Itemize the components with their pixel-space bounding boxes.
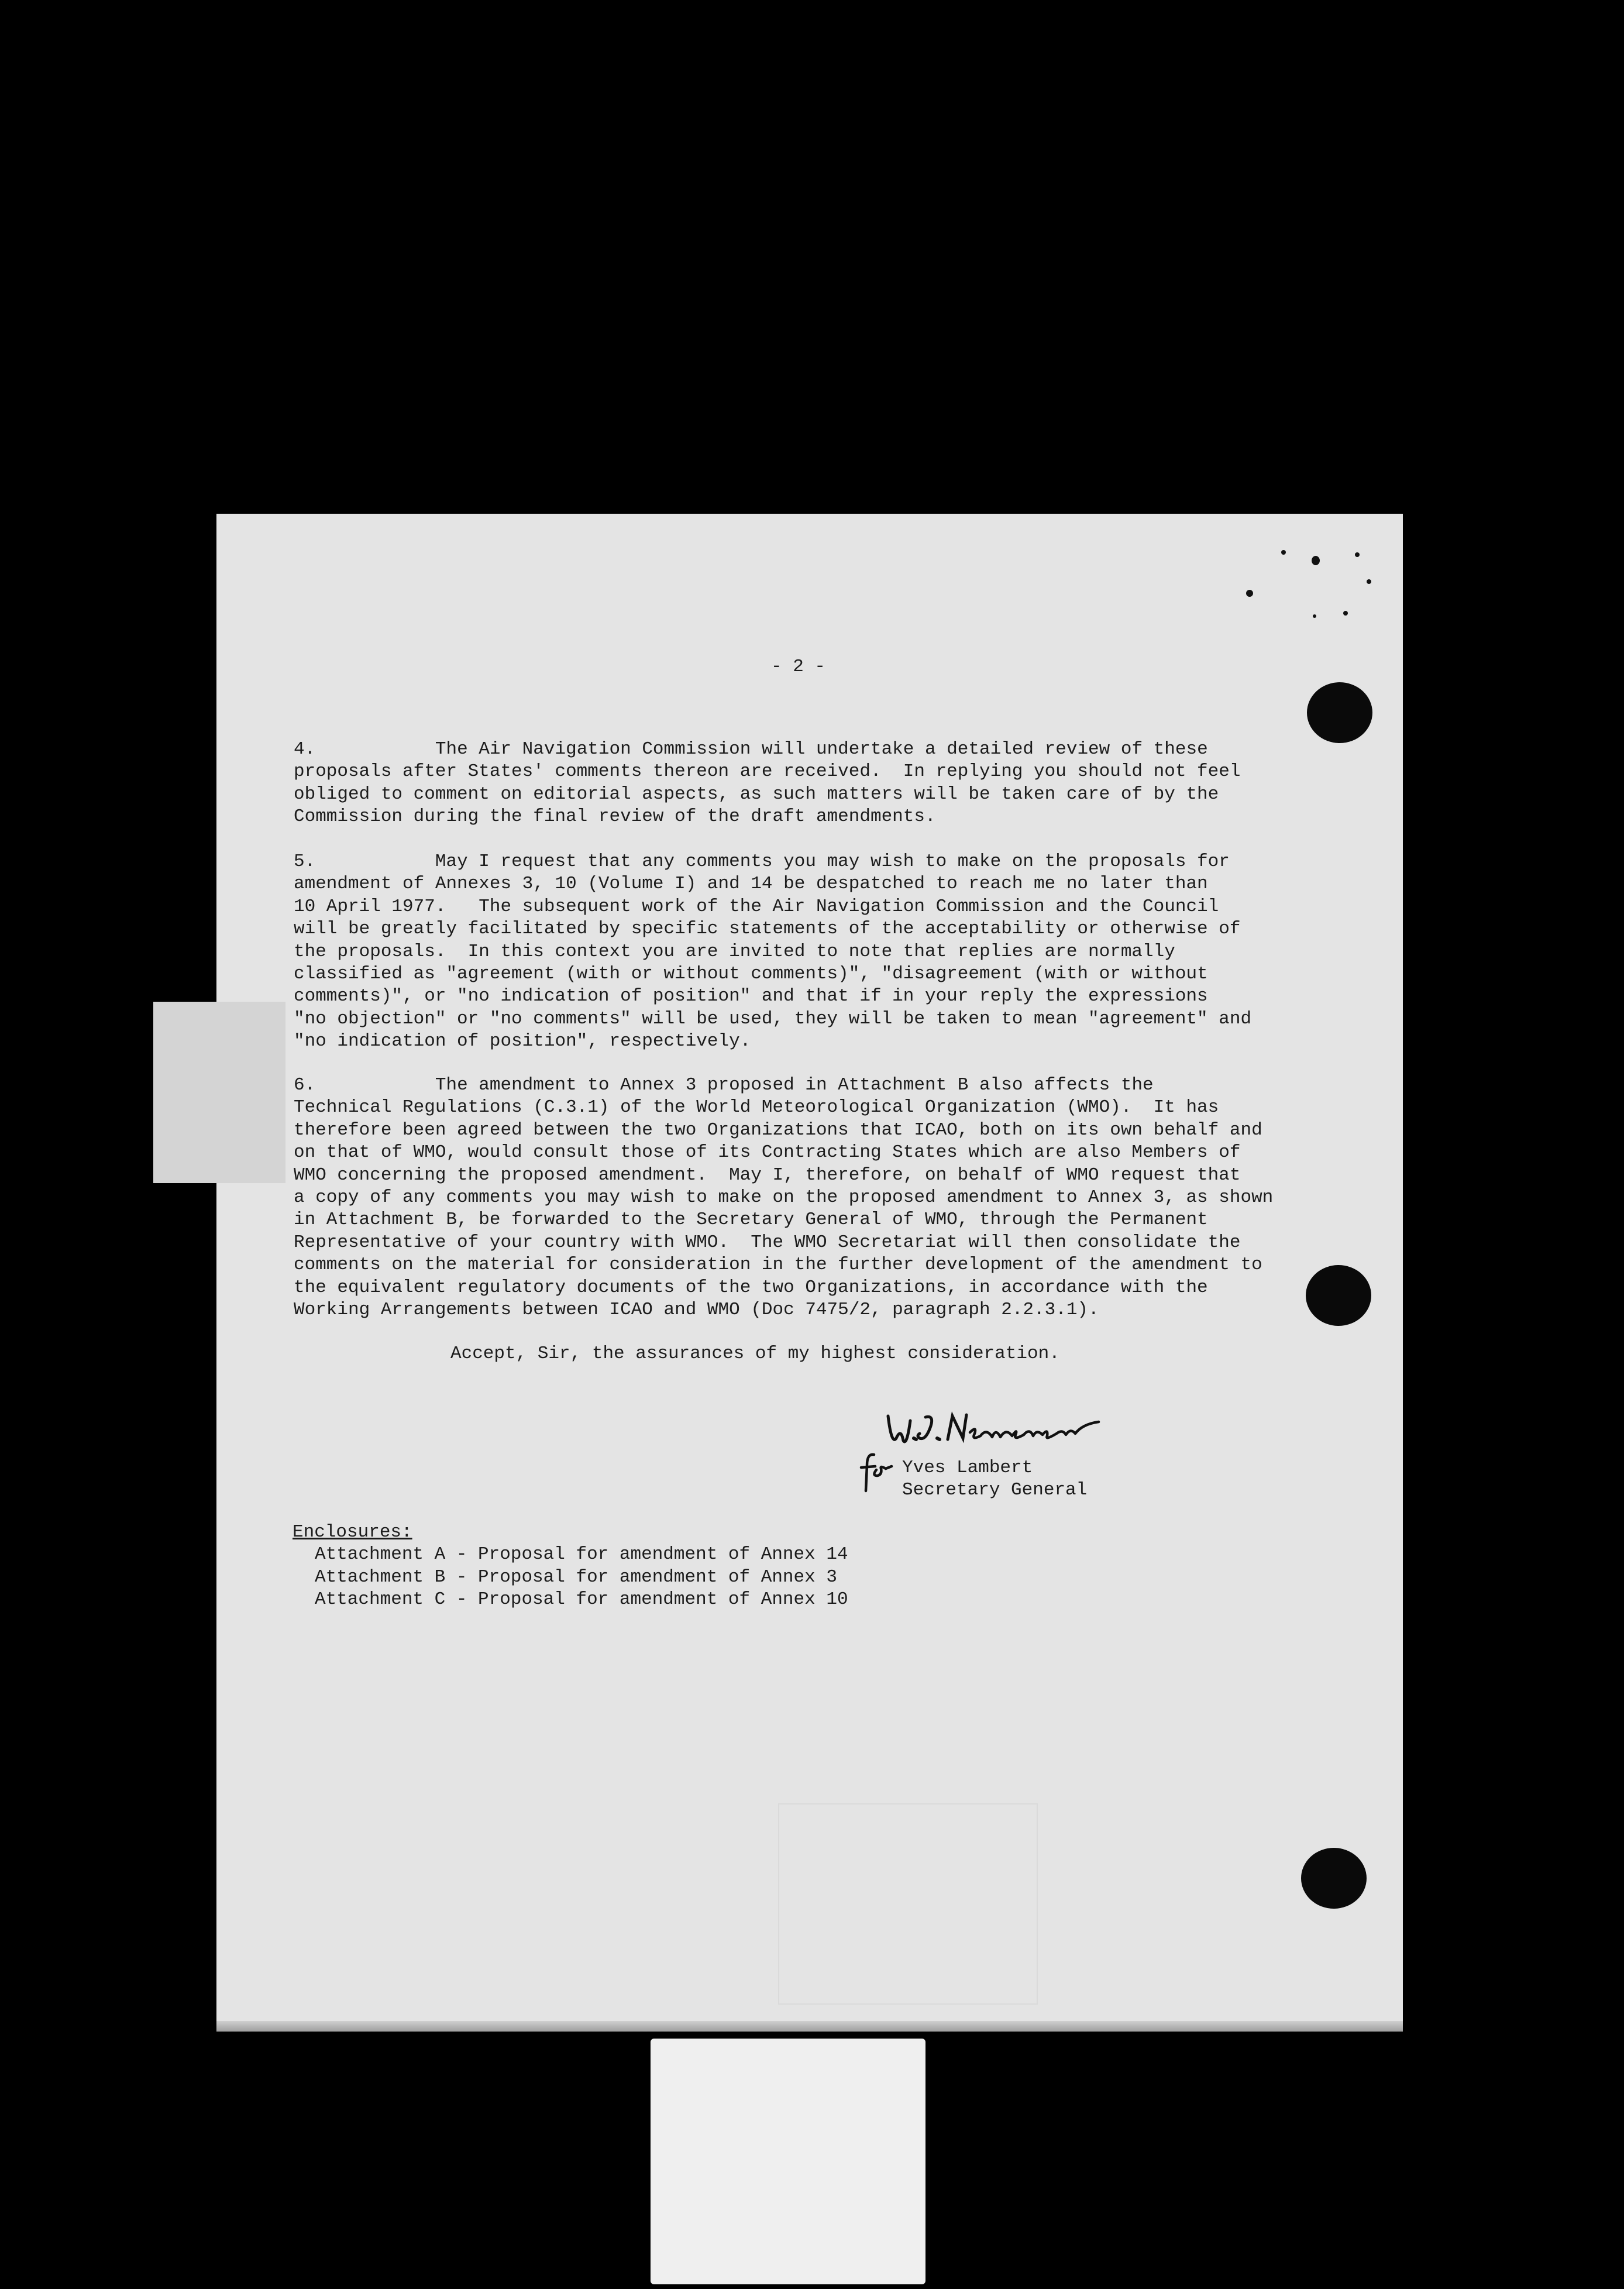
paragraph-line: Commission during the final review of the draft amendments. — [294, 806, 936, 827]
punch-hole — [1301, 1848, 1367, 1909]
speck — [1246, 590, 1253, 597]
signer-name: Yves Lambert — [902, 1458, 1033, 1478]
paragraph-line: Technical Regulations (C.3.1) of the World Meteorological Organization (WMO). It has — [294, 1097, 1219, 1118]
paragraph-line: therefore been agreed between the two Organizations that ICAO, both on its own behalf and — [294, 1119, 1262, 1140]
paragraph-number: 4. — [294, 739, 316, 759]
handwritten-signature — [883, 1404, 1106, 1451]
punch-hole — [1307, 682, 1372, 743]
speck — [1355, 552, 1360, 557]
paragraph-line: will be greatly facilitated by specific statements of the acceptability or otherwise of — [294, 919, 1241, 940]
faint-stamp-mark — [778, 1803, 1038, 2005]
speck — [1281, 550, 1286, 555]
page-number: - 2 - — [771, 657, 826, 677]
speck — [1343, 611, 1348, 616]
paragraph-5 — [294, 851, 1251, 1053]
paragraph-6 — [294, 1074, 1273, 1321]
paragraph-line: "no indication of position", respectively. — [294, 1031, 751, 1052]
handwritten-for-mark — [859, 1452, 900, 1493]
paragraph-line: comments)", or "no indication of position" and that if in your reply the expressions — [294, 986, 1208, 1007]
index-card — [651, 2039, 925, 2284]
enclosure-item: Attachment A - Proposal for amendment of Annex 14 — [315, 1544, 848, 1565]
paragraph-line: "no objection" or "no comments" will be used, they will be taken to mean "agreement" and — [294, 1008, 1252, 1029]
speck — [1313, 614, 1316, 618]
enclosure-item: Attachment C - Proposal for amendment of Annex 10 — [315, 1589, 848, 1610]
paragraph-line: Representative of your country with WMO. The WMO Secretariat will then consolidate the — [294, 1232, 1241, 1253]
paragraph-4 — [294, 738, 1240, 829]
closing-line: Accept, Sir, the assurances of my highest consideration. — [450, 1343, 1060, 1364]
paragraph-line: on that of WMO, would consult those of its Contracting States which are also Members of — [294, 1142, 1241, 1163]
enclosures-heading: Enclosures: — [293, 1522, 412, 1542]
enclosure-item: Attachment B - Proposal for amendment of Annex 3 — [315, 1566, 837, 1587]
paragraph-line: 10 April 1977. The subsequent work of the Air Navigation Commission and the Council — [294, 896, 1219, 917]
paragraph-line: the equivalent regulatory documents of the two Organizations, in accordance with the — [294, 1277, 1208, 1298]
paragraph-line: amendment of Annexes 3, 10 (Volume I) and 14 be despatched to reach me no later than — [294, 874, 1208, 895]
paragraph-line: proposals after States' comments thereon are received. In replying you should not feel — [294, 761, 1241, 782]
paragraph-line: The amendment to Annex 3 proposed in Attachment B also affects the — [435, 1075, 1154, 1095]
signer-block — [902, 1457, 1087, 1502]
paragraph-line: The Air Navigation Commission will undertake a detailed review of these — [435, 739, 1208, 759]
paragraph-line: a copy of any comments you may wish to make on the proposed amendment to Annex 3, as shown — [294, 1187, 1274, 1208]
speck — [1367, 579, 1371, 584]
paragraph-line: Working Arrangements between ICAO and WMO (Doc 7475/2, paragraph 2.2.3.1). — [294, 1300, 1099, 1321]
paragraph-line: comments on the material for consideration in the further development of the amendment to — [294, 1255, 1262, 1276]
paragraph-line: WMO concerning the proposed amendment. May I, therefore, on behalf of WMO request that — [294, 1164, 1241, 1185]
paragraph-number: 6. — [294, 1075, 316, 1095]
paragraph-line: May I request that any comments you may wish to make on the proposals for — [435, 851, 1230, 872]
paragraph-line: in Attachment B, be forwarded to the Secretary General of WMO, through the Permanent — [294, 1209, 1208, 1231]
signer-title: Secretary General — [902, 1480, 1088, 1501]
punch-hole — [1306, 1265, 1371, 1326]
paragraph-number: 5. — [294, 851, 316, 872]
speck — [1312, 556, 1320, 565]
paragraph-line: obliged to comment on editorial aspects, as such matters will be taken care of by the — [294, 783, 1219, 805]
enclosures-block — [293, 1521, 848, 1611]
paragraph-line: the proposals. In this context you are invited to note that replies are normally — [294, 941, 1175, 962]
paper-tab-strip — [153, 1002, 285, 1183]
page-bottom-edge — [216, 2021, 1403, 2032]
paragraph-line: classified as "agreement (with or without comments)", "disagreement (with or without — [294, 964, 1208, 985]
